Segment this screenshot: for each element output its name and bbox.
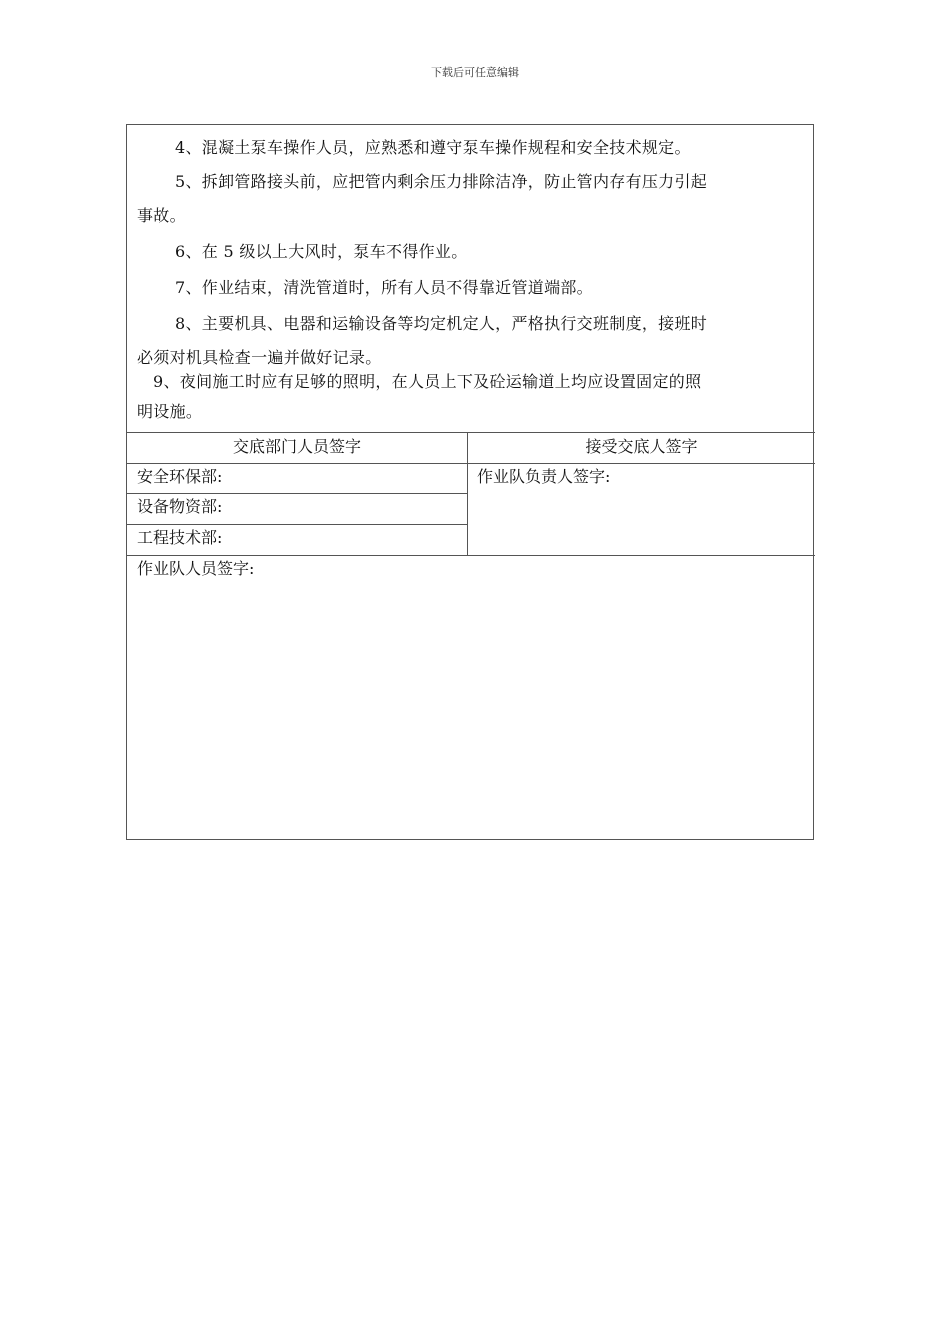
page-header-note: 下载后可任意编辑 [431, 66, 519, 79]
team-leader-label: 作业队负责人签字: [477, 467, 611, 486]
team-members-label: 作业队人员签字: [137, 559, 255, 578]
dept-engineering-label: 工程技术部: [137, 528, 223, 547]
item-8-line1: 8、主要机具、电器和运输设备等均定机定人，严格执行交班制度，接班时 [175, 314, 708, 333]
item-4: 4、混凝土泵车操作人员，应熟悉和遵守泵车操作规程和安全技术规定。 [175, 138, 691, 157]
item-9-line1: 9、夜间施工时应有足够的照明，在人员上下及砼运输道上均应设置固定的照 [153, 372, 702, 391]
divider [127, 463, 815, 464]
divider [127, 555, 815, 556]
item-7: 7、作业结束，清洗管道时，所有人员不得靠近管道端部。 [175, 278, 593, 297]
item-9-line2: 明设施。 [137, 402, 203, 421]
left-header: 交底部门人员签字 [232, 437, 361, 456]
divider [127, 524, 467, 525]
divider [127, 493, 467, 494]
item-5-line2: 事故。 [137, 206, 186, 225]
dept-equipment-label: 设备物资部: [137, 497, 223, 516]
dept-safety-label: 安全环保部: [137, 467, 223, 486]
item-6: 6、在 5 级以上大风时，泵车不得作业。 [175, 242, 468, 261]
right-header: 接受交底人签字 [585, 437, 698, 456]
divider [127, 432, 815, 433]
item-5-line1: 5、拆卸管路接头前，应把管内剩余压力排除洁净，防止管内存有压力引起 [175, 172, 708, 191]
item-8-line2: 必须对机具检查一遍并做好记录。 [137, 348, 382, 367]
disclosure-form [126, 124, 814, 840]
